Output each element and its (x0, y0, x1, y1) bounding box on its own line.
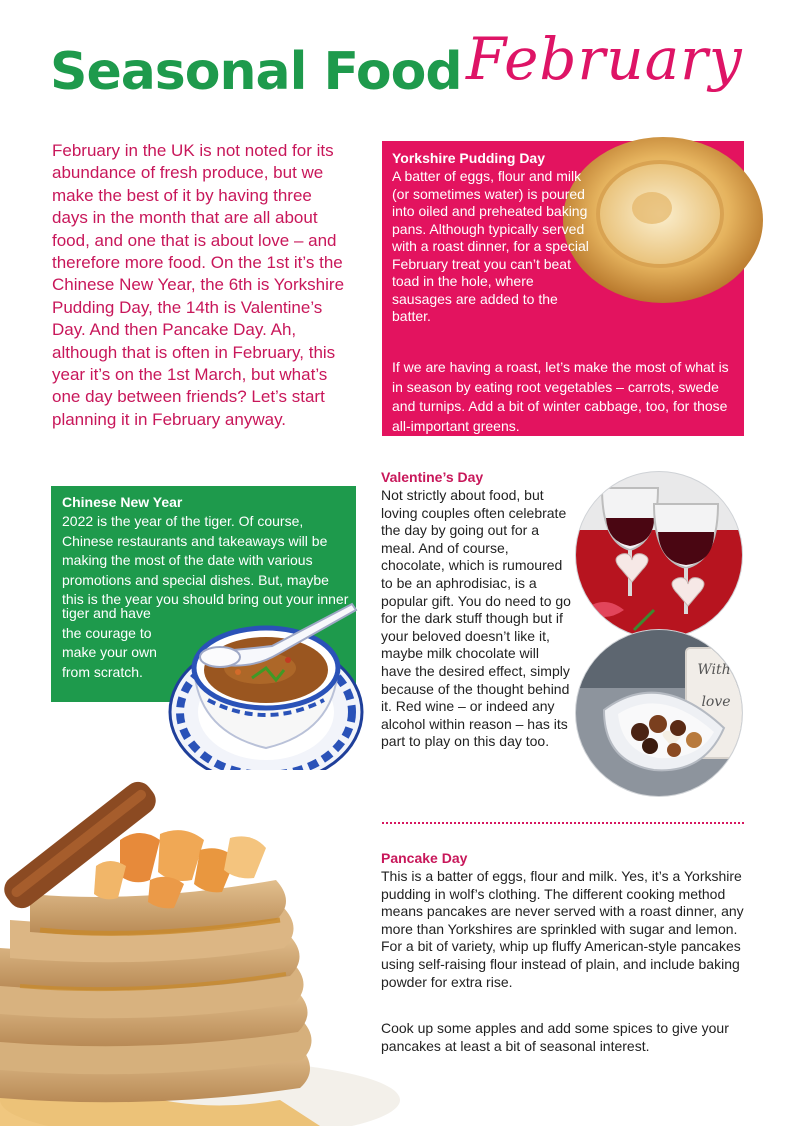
wine-glasses-image (574, 470, 744, 640)
page-title: Seasonal Food (50, 42, 462, 102)
page-subtitle-month: February (466, 25, 743, 93)
chinese-new-year-title: Chinese New Year (62, 494, 183, 510)
chocolates-image (574, 628, 744, 798)
valentines-day-title: Valentine’s Day (381, 469, 484, 485)
chocolate-box-text-with: With (697, 662, 731, 678)
intro-paragraph: February in the UK is not noted for its abundance of fresh produce, but we make the best of it by having three days in the month that are all about food, and one that is about love – and therefore more food. On the 1st it’s the Chinese New Year, the 6th is Yorkshire Pudding Day, the 14th is Valentine’s Day. And then Pancake Day. Ah, although that is often in February, this year it’s on the 1st March, but what’s one day between friends? Let’s start planning it in February anyway. (52, 141, 345, 429)
valentines-day-body: Not strictly about food, but loving couples often celebrate the day by going out for a meal. And of course, chocolate, which is rumoured to be an aphrodisiac, is a popular gift. You do need to go for the dark stuff though but if your beloved doesn’t like it, maybe milk chocolate will have the desired effect, simply because of the thought behind it. Red wine – or indeed any alcohol within reason – has its part to play on this day too. (381, 487, 571, 750)
pancake-day-body: This is a batter of eggs, flour and milk. Yes, it’s a Yorkshire pudding in wolf’s clothing. The different cooking method means pancakes are never served with a roast dinner, any more than Yorkshires are sprinkled with sugar and lemon. For a bit of variety, whip up fluffy American-style pancakes using self-raising flour instead of plain, and include baking powder for extra rise. (381, 868, 744, 990)
yorkshire-pudding-title: Yorkshire Pudding Day (392, 150, 545, 166)
soup-bowl-image (168, 602, 364, 788)
yorkshire-pudding-body-2: If we are having a roast, let’s make the most of what is in season by eating root vegetables – carrots, swede and turnips. Add a bit of winter cabbage, too, for those all-important greens. (392, 359, 729, 434)
section-divider (382, 822, 744, 824)
pancake-day-body-2: Cook up some apples and add some spices to give your pancakes at least a bit of seasonal interest. (381, 1020, 729, 1054)
chinese-new-year-body: 2022 is the year of the tiger. Of course, Chinese restaurants and takeaways will be making the most of the date with various promotions and special dishes. But, maybe this is the year you should bring out your inner (62, 513, 349, 607)
chocolate-box-text-love: love (701, 694, 731, 710)
chinese-new-year-body-2: tiger and have the courage to make your own from scratch. (62, 605, 157, 680)
pancake-day-title: Pancake Day (381, 850, 468, 866)
pancake-stack-image (0, 770, 372, 1126)
yorkshire-pudding-body: A batter of eggs, flour and milk (or sometimes water) is poured into oiled and preheated baking pans. Although typically served with a roast dinner, for a special February treat you can’t beat toad in the hole, where sausages are added to the batter. (392, 168, 589, 324)
